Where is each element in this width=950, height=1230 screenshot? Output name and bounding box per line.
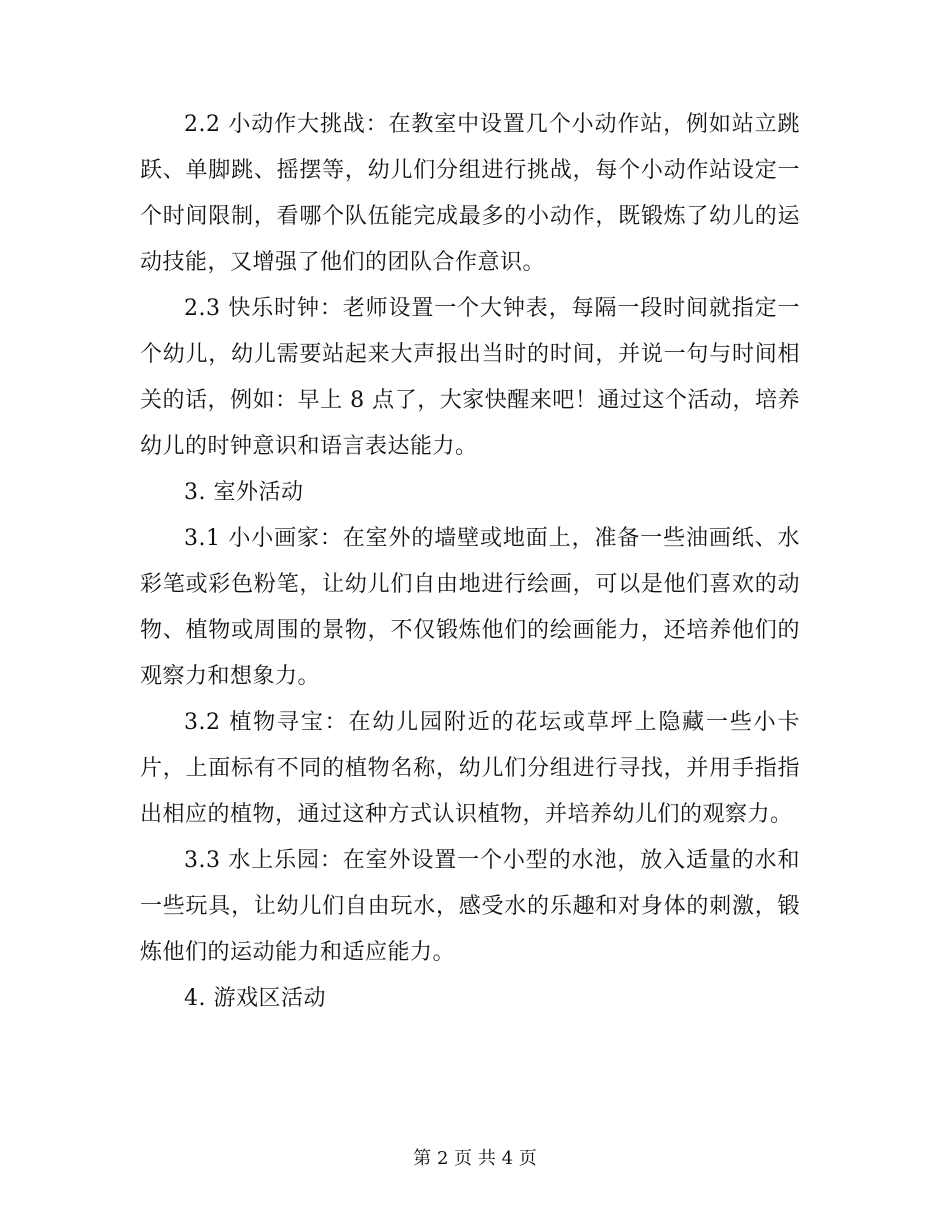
paragraph-3-1: 3.1 小小画家：在室外的墙壁或地面上，准备一些油画纸、水彩笔或彩色粉笔，让幼儿们自由地进行绘画，可以是他们喜欢的动物、植物或周围的景物，不仅锻炼他们的绘画能力，还培养他们的观察力和想象力。 <box>140 526 800 689</box>
paragraph-2-2: 2.2 小动作大挑战：在教室中设置几个小动作站，例如站立跳跃、单脚跳、摇摆等，幼儿们分组进行挑战，每个小动作站设定一个时间限制，看哪个队伍能完成最多的小动作，既锻炼了幼儿的运动技能，又增强了他们的团队合作意识。 <box>140 112 800 275</box>
paragraph-3-2: 3.2 植物寻宝：在幼儿园附近的花坛或草坪上隐藏一些小卡片，上面标有不同的植物名称，幼儿们分组进行寻找，并用手指指出相应的植物，通过这种方式认识植物，并培养幼儿们的观察力。 <box>140 710 800 827</box>
paragraph-3-3: 3.3 水上乐园：在室外设置一个小型的水池，放入适量的水和一些玩具，让幼儿们自由玩水，感受水的乐趣和对身体的刺激，锻炼他们的运动能力和适应能力。 <box>140 848 800 965</box>
document-body <box>140 102 800 1022</box>
section-heading-3: 3. 室外活动 <box>184 480 304 505</box>
page-number-footer: 第 2 页 共 4 页 <box>413 1148 537 1169</box>
section-heading-4: 4. 游戏区活动 <box>184 986 326 1011</box>
paragraph-2-3: 2.3 快乐时钟：老师设置一个大钟表，每隔一段时间就指定一个幼儿，幼儿需要站起来大声报出当时的时间，并说一句与时间相关的话，例如：早上 8 点了，大家快醒来吧！通过这个活动，培养幼儿的时钟意识和语言表达能力。 <box>140 296 800 459</box>
